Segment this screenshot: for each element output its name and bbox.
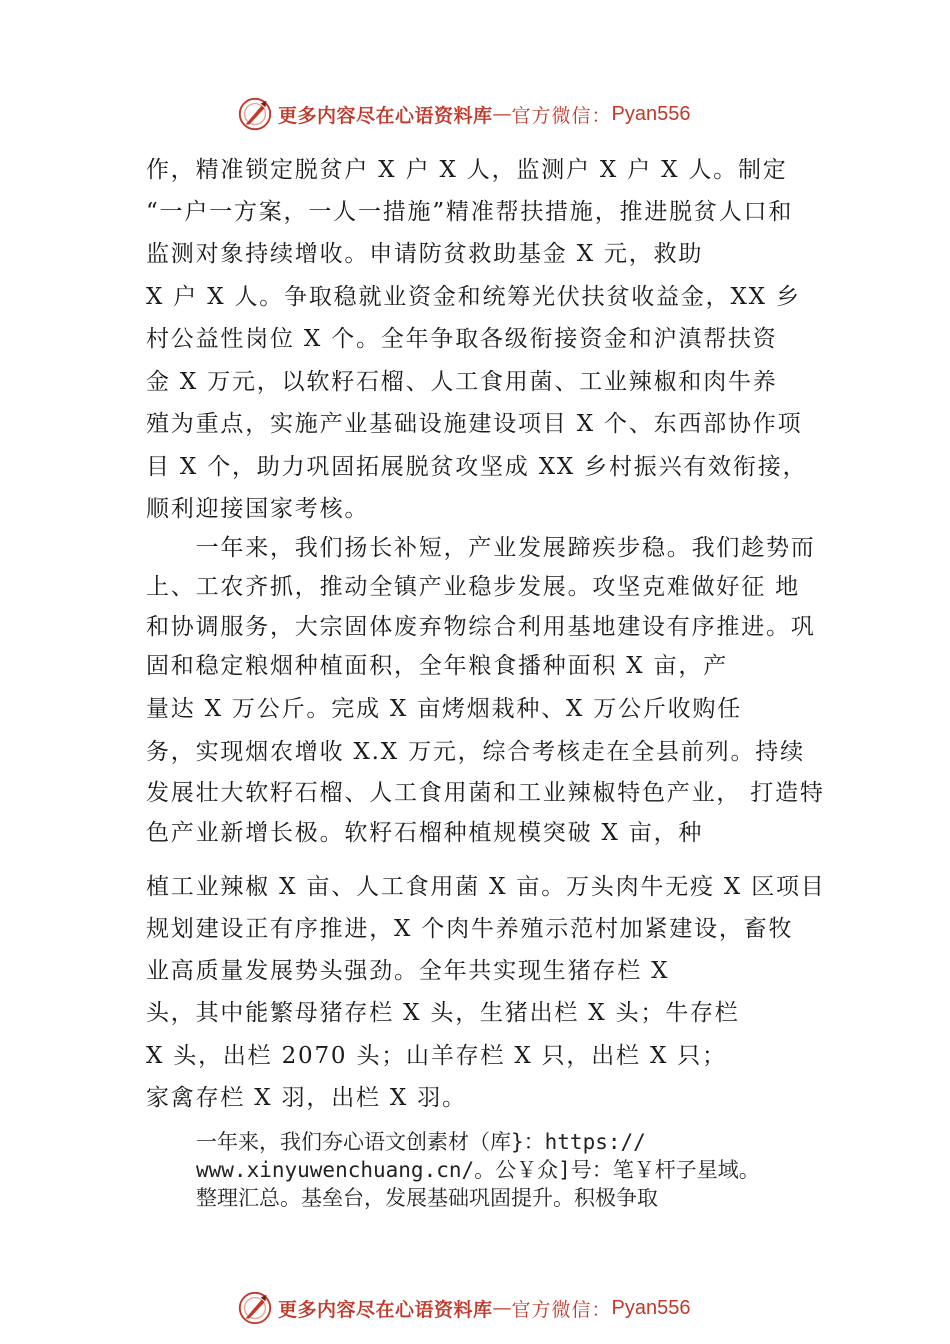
- body-line: 殖为重点，实施产业基础设施建设项目 X 个、东西部协作项: [146, 411, 803, 437]
- watermark-dash: —: [492, 1297, 512, 1319]
- wechat-label: 官方微信：: [511, 1298, 612, 1321]
- tail-line: www.xinyuwenchuang.cn/。公￥众]号：笔￥杆子星域。: [196, 1158, 760, 1182]
- quill-logo-icon: [236, 95, 274, 133]
- footer-watermark: [0, 1288, 950, 1328]
- body-line: 村公益性岗位 X 个。全年争取各级衔接资金和沪滇帮扶资: [146, 326, 778, 352]
- quill-logo-icon: [236, 1289, 274, 1327]
- body-line: 监测对象持续增收。申请防贫救助基金 X 元，救助: [146, 241, 704, 267]
- body-line: 规划建设正有序推进，X 个肉牛养殖示范村加紧建设，畜牧: [146, 916, 794, 942]
- body-line: 一年来，我们扬长补短，产业发展蹄疾步稳。我们趁势而: [146, 535, 816, 561]
- watermark-dash: —: [492, 103, 512, 125]
- body-line: 发展壮大软籽石榴、人工食用菌和工业辣椒特色产业， 打造特: [146, 780, 825, 806]
- header-watermark: [0, 94, 950, 134]
- body-line: X 头，出栏 2070 头；山羊存栏 X 只，出栏 X 只；: [146, 1043, 727, 1069]
- watermark-text: 更多内容尽在心语资料库: [278, 104, 493, 127]
- wechat-id: Pyan556: [611, 102, 691, 125]
- body-line: 顺利迎接国家考核。: [146, 496, 370, 522]
- body-line: 目 X 个，助力巩固拓展脱贫攻坚成 XX 乡村振兴有效衔接，: [146, 454, 808, 480]
- body-line: 量达 X 万公斤。完成 X 亩烤烟栽种、X 万公斤收购任: [146, 696, 743, 722]
- body-line: 家禽存栏 X 羽，出栏 X 羽。: [146, 1085, 467, 1111]
- body-line: 和协调服务，大宗固体废弃物综合利用基地建设有序推进。巩: [146, 614, 816, 640]
- body-line: 色产业新增长极。软籽石榴种植规模突破 X 亩，种: [146, 820, 704, 846]
- tail-line: 一年来，我们夯心语文创素材（库}：https://: [196, 1130, 646, 1154]
- body-line: 务，实现烟农增收 X.X 万元，综合考核走在全县前列。持续: [146, 739, 805, 765]
- body-line: 固和稳定粮烟种植面积，全年粮食播种面积 X 亩，产: [146, 653, 728, 679]
- body-line: X 户 X 人。争取稳就业资金和统筹光伏扶贫收益金，XX 乡: [146, 284, 801, 310]
- body-line: 植工业辣椒 X 亩、人工食用菌 X 亩。万头肉牛无疫 X 区项目: [146, 874, 826, 900]
- body-line: 金 X 万元，以软籽石榴、人工食用菌、工业辣椒和肉牛养: [146, 369, 778, 395]
- body-line: 上、工农齐抓，推动全镇产业稳步发展。攻坚克难做好征 地: [146, 574, 800, 600]
- body-line: 业高质量发展势头强劲。全年共实现生猪存栏 X: [146, 958, 670, 984]
- tail-line: 整理汇总。基垒台，发展基础巩固提升。积极争取: [196, 1186, 658, 1210]
- wechat-id: Pyan556: [611, 1296, 691, 1319]
- body-line: 头，其中能繁母猪存栏 X 头，生猪出栏 X 头；牛存栏: [146, 1000, 740, 1026]
- watermark-text: 更多内容尽在心语资料库: [278, 1298, 493, 1321]
- wechat-label: 官方微信：: [511, 104, 612, 127]
- body-line: 作，精准锁定脱贫户 X 户 X 人，监测户 X 户 X 人。制定: [146, 157, 788, 183]
- body-line: “一户一方案，一人一措施”精准帮扶措施，推进脱贫人口和: [146, 199, 794, 225]
